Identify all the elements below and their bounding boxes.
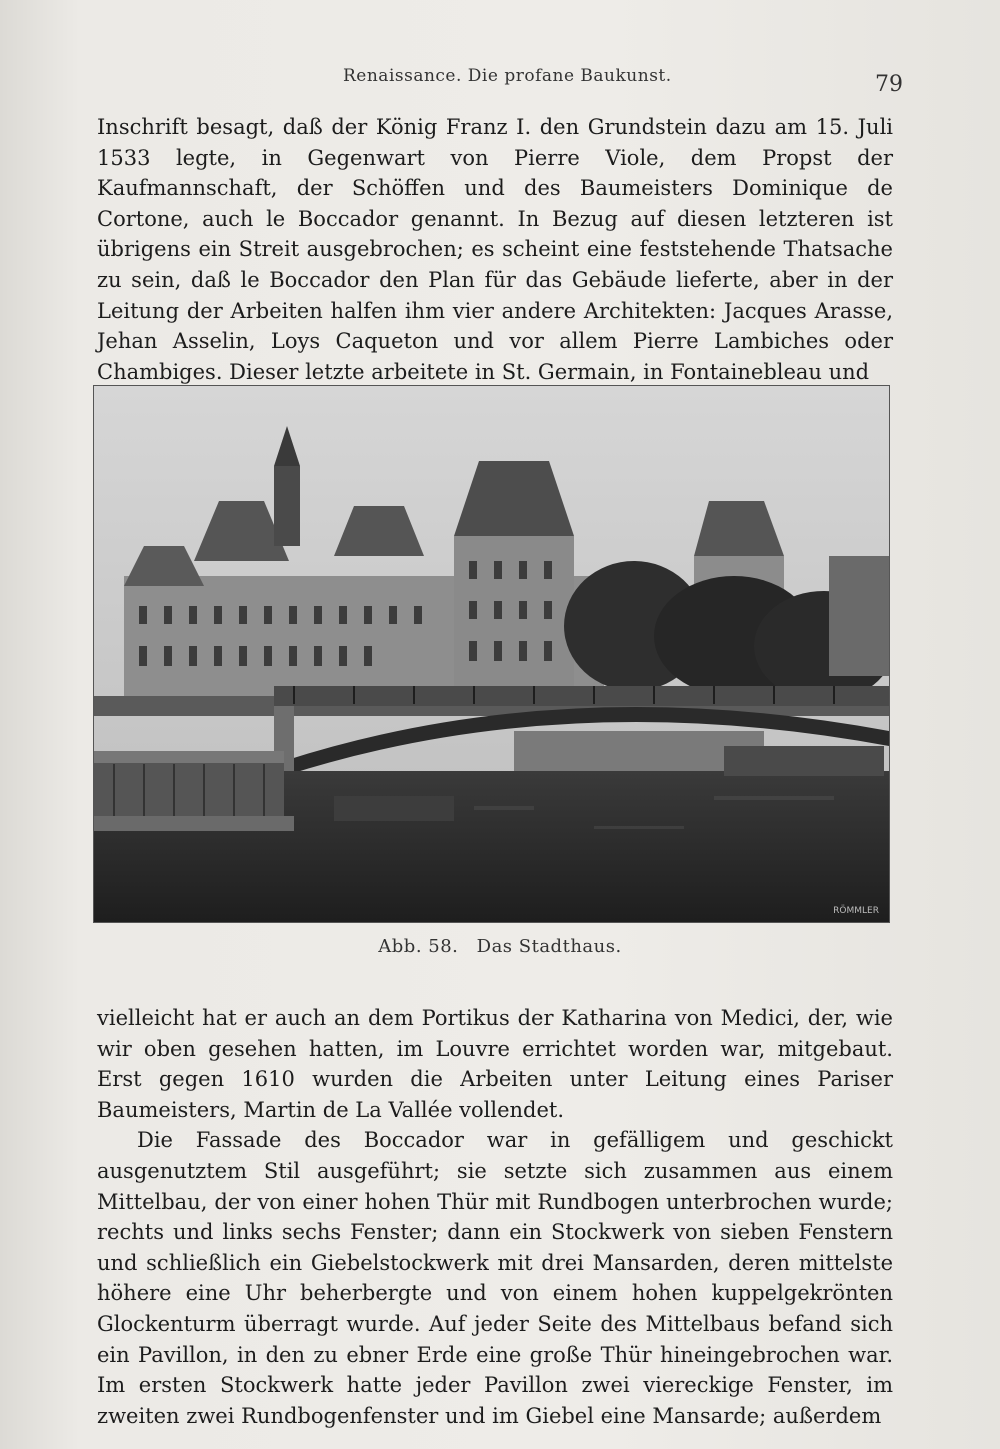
paragraph: Inschrift besagt, daß der König Franz I. den Grundstein dazu am 15. Juli 1533 legte, in Gegenwart von Pierre Viole, dem Propst der Kaufmannschaft, der Schöffen und des Baumeisters Dominique de Cortone, auch le Boccador genannt. In Bezug auf diesen letzteren ist übrigens ein Streit ausgebrochen; es scheint eine feststehende Thatsache zu sein, daß le Boccador den Plan für das Gebäude lieferte, aber in der Leitung der Arbeiten halfen ihm vier andere Architekten: Jacques Arasse, Jehan Asselin, Loys Caqueton und vor allem Pierre Lambiches oder Chambiges. Dieser letzte arbeitete in St. Germain, in Fontainebleau und	[97, 115, 893, 384]
body-text-top	[97, 112, 893, 387]
figure-caption	[0, 936, 1000, 957]
caption-title: Das Stadthaus.	[476, 936, 622, 957]
photo-credit: RÖMMLER	[833, 906, 879, 916]
page-number: 79	[875, 72, 903, 97]
stadthaus-photo	[94, 386, 889, 922]
paragraph: vielleicht hat er auch an dem Portikus der Katharina von Medici, der, wie wir oben gesehen hatten, im Louvre errichtet worden war, mitgebaut. Erst gegen 1610 wurden die Arbeiten unter Leitung eines Pariser Baumeisters, Martin de La Vallée vollendet.	[97, 1006, 893, 1122]
paragraph: Die Fassade des Boccador war in gefälligem und geschickt ausgenutztem Stil ausgeführt; sie setzte sich zusammen aus einem Mittelbau, der von einer hohen Thür mit Rundbogen unterbrochen wurde; rechts und links sechs Fenster; dann ein Stockwerk von sieben Fenstern und schließlich ein Giebelstockwerk mit drei Mansarden, deren mittelste höhere eine Uhr beherbergte und von einem hohen kuppelgekrönten Glockenturm überragt wurde. Auf jeder Seite des Mittelbaus befand sich ein Pavillon, in den zu ebner Erde eine große Thür hineingebrochen war. Im ersten Stockwerk hatte jeder Pavillon zwei viereckige Fenster, im zweiten zwei Rundbogenfenster und im Giebel eine Mansarde; außerdem	[97, 1128, 893, 1428]
running-head: Renaissance. Die profane Baukunst.	[343, 66, 672, 86]
figure-photograph	[93, 385, 890, 923]
page-header	[0, 62, 1000, 97]
caption-number: Abb. 58.	[378, 936, 459, 957]
body-text-bottom	[97, 1003, 893, 1431]
